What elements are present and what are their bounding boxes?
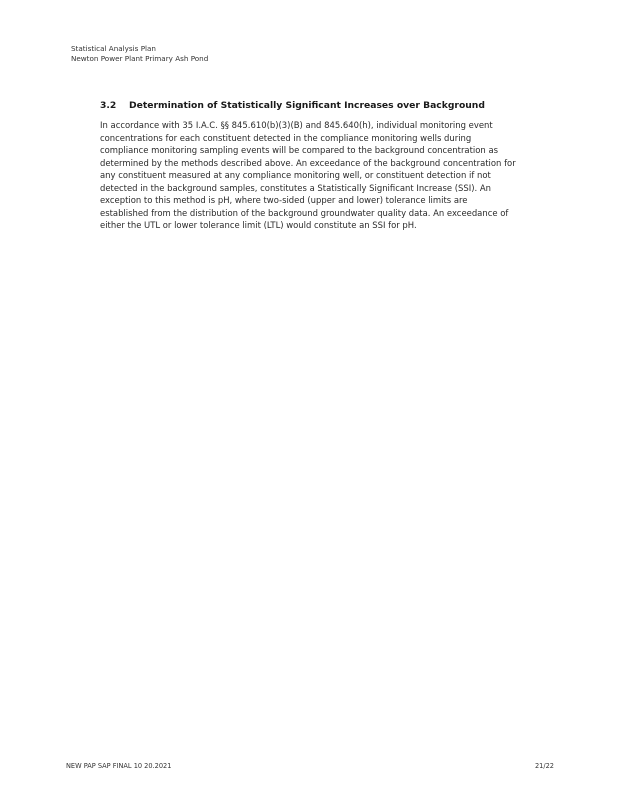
paragraph-line: exception to this method is pH, where two-sided (upper and lower) tolerance limits are <box>100 195 468 205</box>
paragraph-line: either the UTL or lower tolerance limit (LTL) would constitute an SSI for pH. <box>100 220 417 230</box>
header-document-title: Statistical Analysis Plan <box>71 44 156 53</box>
paragraph-line: established from the distribution of the background groundwater quality data. An exceedance of <box>100 207 509 218</box>
paragraph-line: compliance monitoring sampling events will be compared to the background concentration as <box>100 145 499 155</box>
paragraph-line: In accordance with 35 I.A.C. §§ 845.610(b)(3)(B) and 845.640(h), individual monitoring event <box>100 120 493 130</box>
footer-page-number: 21/22 <box>534 762 554 770</box>
header-site-name: Newton Power Plant Primary Ash Pond <box>71 53 209 63</box>
body-paragraph <box>100 119 562 232</box>
paragraph-line: concentrations for each constituent detected in the compliance monitoring wells during <box>100 132 472 143</box>
running-header <box>71 44 208 63</box>
section-3-2 <box>100 100 562 232</box>
section-number: 3.2 <box>100 100 117 111</box>
section-heading <box>100 100 562 112</box>
footer-document-id: NEW PAP SAP FINAL 10 20.2021 <box>66 762 172 770</box>
section-title: Determination of Statistically Significant Increases over Background <box>129 100 485 111</box>
paragraph-line: determined by the methods described above. An exceedance of the background concentration for <box>100 157 516 168</box>
paragraph-line: detected in the background samples, constitutes a Statistically Significant Increase (SSI). An <box>100 182 492 193</box>
paragraph-line: any constituent measured at any compliance monitoring well, or constituent detection if not <box>100 170 491 180</box>
